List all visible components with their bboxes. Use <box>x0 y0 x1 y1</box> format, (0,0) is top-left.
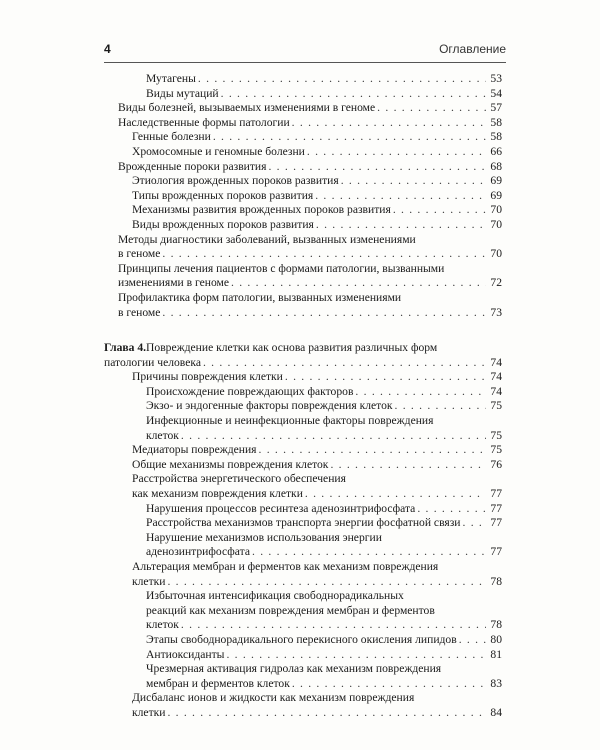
toc-entry-title: как механизм повреждения клетки <box>132 487 303 501</box>
toc-entry[interactable] <box>118 145 502 160</box>
toc-entry-line <box>132 706 502 721</box>
toc-page-number: 70 <box>490 217 502 231</box>
toc-entry-title: клеток <box>146 618 179 632</box>
toc-entry[interactable] <box>118 691 502 720</box>
toc-entry-line <box>118 233 502 248</box>
toc-entry[interactable] <box>118 72 502 87</box>
toc-entry-title: Альтерация мембран и ферментов как механизм повреждения <box>132 560 439 573</box>
toc-entry-line <box>132 189 502 204</box>
toc-entry-title: Наследственные формы патологии <box>118 115 290 129</box>
dot-leader <box>417 502 486 517</box>
toc-entry-title: Медиаторы повреждения <box>132 443 257 457</box>
toc-entry[interactable] <box>118 472 502 501</box>
toc-page-number: 73 <box>490 305 502 319</box>
toc-entry-title: Расстройства механизмов транспорта энергии фосфатной связи <box>146 516 461 530</box>
dot-leader <box>167 575 486 590</box>
toc-entry-title: Виды мутаций <box>146 86 219 100</box>
toc-entry[interactable] <box>118 589 502 633</box>
toc-entry-title: Профилактика форм патологии, вызванных изменениями <box>118 290 402 304</box>
toc-entry-line <box>104 356 502 371</box>
toc-entry-line <box>132 560 502 575</box>
toc-page-number: 57 <box>490 101 502 115</box>
toc-entry[interactable] <box>118 414 502 443</box>
toc-page-number: 58 <box>490 115 502 129</box>
toc-entry-title: Этиология врожденных пороков развития <box>132 174 339 188</box>
toc-entry[interactable] <box>118 633 502 648</box>
toc-page-number: 68 <box>490 159 502 173</box>
toc-entry[interactable] <box>118 399 502 414</box>
toc-page-number: 78 <box>490 574 502 588</box>
toc-entry-title: Нарушения процессов ресинтеза аденозинтрифосфата <box>146 501 416 515</box>
dot-leader <box>226 648 486 663</box>
toc-entry-title: мембран и ферментов клеток <box>146 676 290 690</box>
dot-leader <box>355 385 486 400</box>
toc-entry-line <box>146 72 502 87</box>
toc-entry-line <box>132 472 502 487</box>
toc-entry[interactable] <box>118 87 502 102</box>
dot-leader <box>393 203 486 218</box>
dot-leader <box>162 306 486 321</box>
dot-leader <box>203 356 486 371</box>
toc-entry[interactable] <box>118 101 502 116</box>
dot-leader <box>252 545 486 560</box>
toc-entry-title: Методы диагностики заболеваний, вызванных изменениями <box>118 232 416 246</box>
toc-entry-title: Повреждение клетки как основа развития различных форм <box>146 341 438 355</box>
toc-entry[interactable] <box>118 385 502 400</box>
toc-page-number: 78 <box>490 618 502 632</box>
toc-entry-line <box>146 516 502 531</box>
toc-entry-line <box>132 130 502 145</box>
toc-chapter-entry[interactable] <box>104 341 502 370</box>
toc-page-number: 53 <box>490 72 502 85</box>
toc-entry-title: Мутагены <box>146 72 196 85</box>
toc-entry-title: Избыточная интенсификация свободнорадикальных <box>146 589 404 603</box>
toc-entry-title: Чрезмерная активация гидролаз как механизм повреждения <box>146 662 442 676</box>
toc-entry[interactable] <box>118 233 502 262</box>
toc-page-number: 54 <box>490 86 502 100</box>
toc-page-number: 69 <box>490 188 502 202</box>
dot-leader <box>316 218 486 233</box>
toc-entry[interactable] <box>118 370 502 385</box>
toc-entry-line <box>132 487 502 502</box>
toc-entry[interactable] <box>118 458 502 473</box>
toc-page-number: 74 <box>490 370 502 384</box>
toc-entry-line <box>132 174 502 189</box>
chapter-label: Глава 4. <box>104 341 147 355</box>
toc-entry[interactable] <box>118 160 502 175</box>
toc-entry[interactable] <box>118 174 502 189</box>
toc-entry-title: Нарушение механизмов использования энергии <box>146 530 382 544</box>
toc-page-number: 72 <box>490 276 502 290</box>
running-head-title: Оглавление <box>439 42 506 56</box>
dot-leader <box>221 87 486 102</box>
toc-entry-title: в геноме <box>118 247 161 261</box>
toc-entry-title: Расстройства энергетического обеспечения <box>132 472 346 486</box>
toc-entry-line <box>132 145 502 160</box>
toc-page-number: 77 <box>490 501 502 515</box>
toc-entry-title: Генные болезни <box>132 130 211 144</box>
toc-entry[interactable] <box>118 443 502 458</box>
toc-page-number: 80 <box>490 632 502 646</box>
dot-leader <box>213 130 486 145</box>
toc-entry-line <box>104 341 502 356</box>
toc-entry-title: Врожденные пороки развития <box>118 159 267 173</box>
toc-entry[interactable] <box>118 262 502 291</box>
toc-page-number: 75 <box>490 443 502 457</box>
toc-entry-title: Причины повреждения клетки <box>132 370 283 384</box>
toc-entry-line <box>118 306 502 321</box>
toc-entry-title: клетки <box>132 705 166 719</box>
table-of-contents <box>104 72 502 721</box>
toc-page-number: 76 <box>490 457 502 471</box>
toc-entry-line <box>146 618 502 633</box>
toc-entry-title: Инфекционные и неинфекционные факторы повреждения <box>146 414 434 428</box>
toc-entry-line <box>132 203 502 218</box>
toc-entry-title: Типы врожденных пороков развития <box>132 188 314 202</box>
toc-entry-title: Принципы лечения пациентов с формами патологии, вызванными <box>118 261 445 275</box>
dot-leader <box>330 458 486 473</box>
dot-leader <box>181 429 486 444</box>
toc-entry-title: изменениями в геноме <box>118 276 230 290</box>
toc-entry-line <box>146 385 502 400</box>
dot-leader <box>181 618 486 633</box>
toc-entry[interactable] <box>118 648 502 663</box>
toc-entry[interactable] <box>118 516 502 531</box>
toc-page-number: 58 <box>490 130 502 144</box>
toc-entry-title: Антиоксиданты <box>146 647 225 661</box>
toc-page-number: 74 <box>490 355 502 369</box>
toc-entry-line <box>132 443 502 458</box>
toc-entry-line <box>146 604 502 619</box>
toc-entry-title: клетки <box>132 574 166 588</box>
toc-entry-line <box>118 160 502 175</box>
toc-page-number: 70 <box>490 247 502 261</box>
dot-leader <box>305 487 486 502</box>
dot-leader <box>315 189 486 204</box>
toc-entry-line <box>146 633 502 648</box>
toc-entry-title: Происхождение повреждающих факторов <box>146 384 354 398</box>
toc-entry-line <box>146 648 502 663</box>
toc-entry[interactable] <box>118 662 502 691</box>
toc-page-number: 77 <box>490 487 502 501</box>
dot-leader <box>198 72 486 87</box>
toc-page-number: 77 <box>490 516 502 530</box>
dot-leader <box>231 276 486 291</box>
toc-entry-line <box>118 276 502 291</box>
toc-entry[interactable] <box>118 189 502 204</box>
toc-entry-line <box>146 502 502 517</box>
toc-page-number: 74 <box>490 384 502 398</box>
toc-entry[interactable] <box>118 203 502 218</box>
dot-leader <box>459 633 486 648</box>
toc-page-number: 77 <box>490 545 502 559</box>
toc-entry-line <box>146 414 502 429</box>
toc-entry-line <box>146 662 502 677</box>
toc-entry-title: в геноме <box>118 305 161 319</box>
toc-entry-line <box>118 101 502 116</box>
toc-entry-title: Виды болезней, вызываемых изменениями в геноме <box>118 101 376 115</box>
toc-entry-title: Этапы свободнорадикального перекисного окисления липидов <box>146 632 457 646</box>
dot-leader <box>259 443 486 458</box>
dot-leader <box>292 116 486 131</box>
toc-entry-title: Экзо- и эндогенные факторы повреждения клеток <box>146 399 393 413</box>
toc-entry-line <box>146 429 502 444</box>
toc-entry-line <box>118 262 502 277</box>
toc-entry-line <box>118 247 502 262</box>
toc-page-number: 75 <box>490 428 502 442</box>
dot-leader <box>377 101 486 116</box>
toc-entry-line <box>132 370 502 385</box>
dot-leader <box>307 145 486 160</box>
toc-entry-line <box>118 116 502 131</box>
toc-entry-line <box>118 291 502 306</box>
toc-entry[interactable] <box>118 116 502 131</box>
toc-page-number: 84 <box>490 705 502 719</box>
dot-leader <box>341 174 486 189</box>
toc-entry[interactable] <box>118 130 502 145</box>
toc-page-number: 83 <box>490 676 502 690</box>
toc-entry-line <box>146 589 502 604</box>
dot-leader <box>268 160 486 175</box>
toc-entry-line <box>132 575 502 590</box>
dot-leader <box>463 516 486 531</box>
page-number: 4 <box>104 42 111 56</box>
dot-leader <box>167 706 486 721</box>
toc-entry-line <box>146 545 502 560</box>
toc-page-number: 75 <box>490 399 502 413</box>
toc-entry[interactable] <box>118 218 502 233</box>
toc-entry-line <box>146 87 502 102</box>
toc-entry[interactable] <box>118 291 502 320</box>
toc-entry-title: клеток <box>146 428 179 442</box>
dot-leader <box>285 370 486 385</box>
toc-entry-title: аденозинтрифосфата <box>146 545 250 559</box>
toc-entry-title: Общие механизмы повреждения клеток <box>132 457 329 471</box>
toc-entry-title: Виды врожденных пороков развития <box>132 217 314 231</box>
toc-entry-line <box>132 691 502 706</box>
toc-entry-title: Хромосомные и геномные болезни <box>132 144 305 158</box>
toc-entry-title: патологии человека <box>104 355 201 369</box>
toc-page-number: 69 <box>490 174 502 188</box>
toc-entry[interactable] <box>118 502 502 517</box>
toc-page-number: 70 <box>490 203 502 217</box>
toc-entry-line <box>146 677 502 692</box>
toc-entry-title: Дисбаланс ионов и жидкости как механизм повреждения <box>132 691 415 705</box>
running-header <box>104 40 506 63</box>
toc-entry-title: Механизмы развития врожденных пороков развития <box>132 203 391 217</box>
toc-page-number: 66 <box>490 144 502 158</box>
dot-leader <box>395 399 486 414</box>
toc-entry[interactable] <box>118 531 502 560</box>
toc-entry-title: реакций как механизм повреждения мембран и ферментов <box>146 603 435 617</box>
toc-entry-line <box>146 531 502 546</box>
dot-leader <box>292 677 486 692</box>
toc-entry[interactable] <box>118 560 502 589</box>
toc-entry-line <box>146 399 502 414</box>
toc-entry-line <box>132 458 502 473</box>
toc-entry-line <box>132 218 502 233</box>
dot-leader <box>162 247 486 262</box>
toc-page-number: 81 <box>490 647 502 661</box>
